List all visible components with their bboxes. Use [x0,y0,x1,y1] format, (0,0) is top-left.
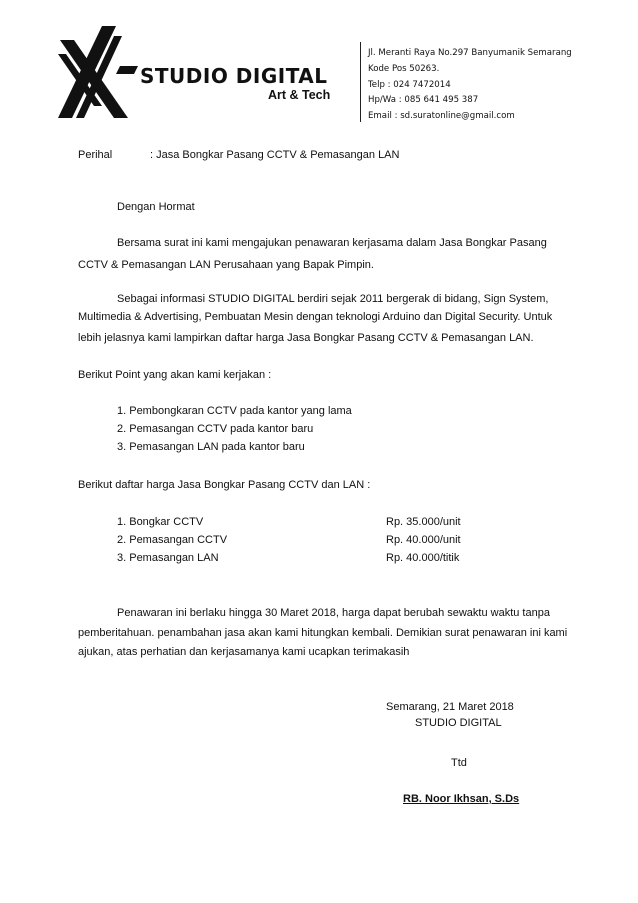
paragraph2-line1: Sebagai informasi STUDIO DIGITAL berdiri sejak 2011 bergerak di bidang, Sign System, [117,293,549,305]
contact-phone: Telp : 024 7472014 [368,80,451,90]
closing-line2: pemberitahuan. penambahan jasa akan kami hitungkan kembali. Demikian surat penawaran ini kami [78,627,568,639]
point-item: 3. Pemasangan LAN pada kantor baru [117,441,305,453]
header-divider [360,42,361,122]
contact-postal: Kode Pos 50263. [368,64,440,74]
closing-line3: ajukan, atas perhatian dan kerjasamanya kami ucapkan terimakasih [78,646,410,658]
prices-intro: Berikut daftar harga Jasa Bongkar Pasang CCTV dan LAN : [78,479,371,491]
paragraph2-line2: Multimedia & Advertising, Pembuatan Mesin dengan teknologi Arduino dan Digital Security. Untuk [78,311,553,323]
points-intro: Berikut Point yang akan kami kerjakan : [78,369,272,381]
subject-value: : Jasa Bongkar Pasang CCTV & Pemasangan LAN [150,149,400,161]
brand-name: STUDIO DIGITAL [140,64,328,88]
paragraph1-line2: CCTV & Pemasangan LAN Perusahaan yang Bapak Pimpin. [78,259,374,271]
signature-ttd: Ttd [451,757,467,769]
price-item-value: Rp. 40.000/unit [386,534,461,546]
paragraph2-line3: lebih jelasnya kami lampirkan daftar harga Jasa Bongkar Pasang CCTV & Pemasangan LAN. [78,332,534,344]
place-date: Semarang, 21 Maret 2018 [386,701,514,713]
greeting: Dengan Hormat [117,201,195,213]
point-item: 1. Pembongkaran CCTV pada kantor yang lama [117,405,352,417]
logo-icon [58,26,138,118]
price-item-value: Rp. 40.000/titik [386,552,460,564]
price-item-name: 3. Pemasangan LAN [117,552,219,564]
closing-line1: Penawaran ini berlaku hingga 30 Maret 2018, harga dapat berubah sewaktu waktu tanpa [117,607,550,619]
paragraph1-line1: Bersama surat ini kami mengajukan penawaran kerjasama dalam Jasa Bongkar Pasang [117,237,547,249]
contact-email: Email : sd.suratonline@gmail.com [368,111,515,121]
contact-address: Jl. Meranti Raya No.297 Banyumanik Semarang [368,48,572,58]
subject-label: Perihal [78,149,113,161]
price-item-name: 1. Bongkar CCTV [117,516,204,528]
signatory-name: RB. Noor Ikhsan, S.Ds [403,793,520,805]
price-item-name: 2. Pemasangan CCTV [117,534,228,546]
signature-company: STUDIO DIGITAL [415,717,502,729]
brand-tagline: Art & Tech [268,88,331,102]
contact-mobile: Hp/Wa : 085 641 495 387 [368,95,479,105]
price-item-value: Rp. 35.000/unit [386,516,461,528]
point-item: 2. Pemasangan CCTV pada kantor baru [117,423,314,435]
